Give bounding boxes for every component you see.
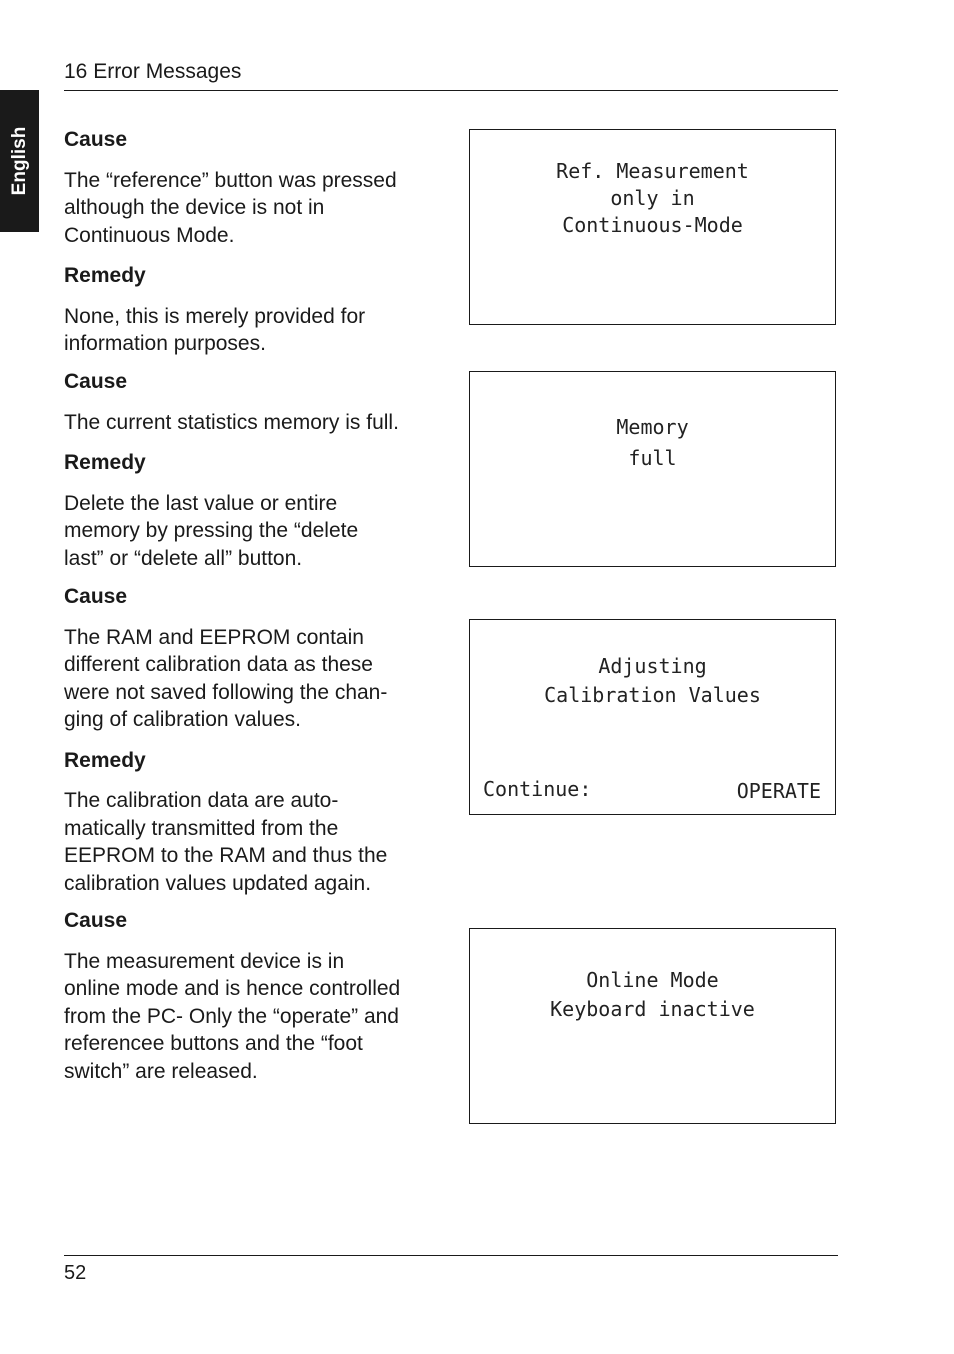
text-line: last” or “delete all” button. (64, 546, 303, 570)
remedy-label: Remedy (64, 264, 146, 287)
display-line: full (628, 446, 677, 470)
remedy-text (64, 490, 434, 573)
display-line: Continuous-Mode (562, 213, 743, 237)
text-line: The RAM and EEPROM contain (64, 625, 364, 649)
section-1 (64, 126, 434, 358)
text-line: None, this is merely provided for (64, 304, 366, 328)
text-line: ging of calibration values. (64, 708, 301, 731)
remedy-text (64, 787, 434, 897)
language-tab (0, 90, 39, 232)
text-line: different calibration data as these (64, 653, 373, 676)
display-line: Calibration Values (544, 683, 761, 707)
display-line: Keyboard inactive (550, 997, 755, 1021)
text-line: The measurement device is in (64, 949, 345, 973)
display-line: Online Mode (586, 968, 719, 992)
display-operate-label: OPERATE (736, 779, 821, 803)
text-line: referencee buttons and the “foot (64, 1032, 363, 1055)
cause-label: Cause (64, 585, 128, 608)
text-line: Continuous Mode. (64, 223, 235, 247)
text-line: switch” are released. (64, 1059, 258, 1083)
footer-divider (64, 1255, 838, 1256)
section-2 (64, 368, 434, 572)
device-display-ref-measurement (469, 129, 836, 325)
text-line: The calibration data are auto- (64, 789, 339, 812)
text-line: EEPROM to the RAM and thus the (64, 844, 388, 867)
display-line: Adjusting (598, 654, 707, 678)
text-line: The current statistics memory is full. (64, 410, 399, 434)
display-line: only in (610, 186, 695, 210)
page-number: 52 (64, 1262, 87, 1284)
cause-text (64, 624, 434, 734)
cause-label: Cause (64, 909, 128, 932)
text-line: from the PC- Only the “operate” and (64, 1004, 399, 1028)
text-line: were not saved following the chan- (64, 680, 388, 704)
cause-text (64, 167, 434, 250)
remedy-label: Remedy (64, 451, 146, 474)
display-line: Ref. Measurement (556, 159, 749, 183)
display-continue-label: Continue: (483, 777, 592, 801)
text-line: memory by pressing the “delete (64, 519, 359, 542)
remedy-text (64, 303, 434, 358)
device-display-memory-full (469, 371, 836, 567)
language-tab-label: English (8, 126, 30, 196)
text-line: although the device is not in (64, 196, 325, 219)
cause-label: Cause (64, 370, 128, 393)
remedy-label: Remedy (64, 748, 146, 772)
cause-text (64, 948, 434, 1086)
text-line: calibration values updated again. (64, 871, 372, 895)
text-line: information purposes. (64, 332, 266, 355)
cause-label: Cause (64, 128, 128, 151)
chapter-title: 16 Error Messages (64, 60, 242, 83)
header-divider (64, 90, 838, 91)
text-line: online mode and is hence controlled (64, 977, 401, 1000)
text-line: Delete the last value or entire (64, 491, 338, 515)
device-display-online-mode (469, 928, 836, 1124)
cause-text (64, 409, 434, 437)
section-3 (64, 583, 434, 897)
section-4 (64, 907, 434, 1085)
display-line: Memory (616, 415, 689, 439)
text-line: matically transmitted from the (64, 816, 339, 840)
device-display-adjusting-calibration (469, 619, 836, 815)
text-line: The “reference” button was pressed (64, 168, 397, 192)
